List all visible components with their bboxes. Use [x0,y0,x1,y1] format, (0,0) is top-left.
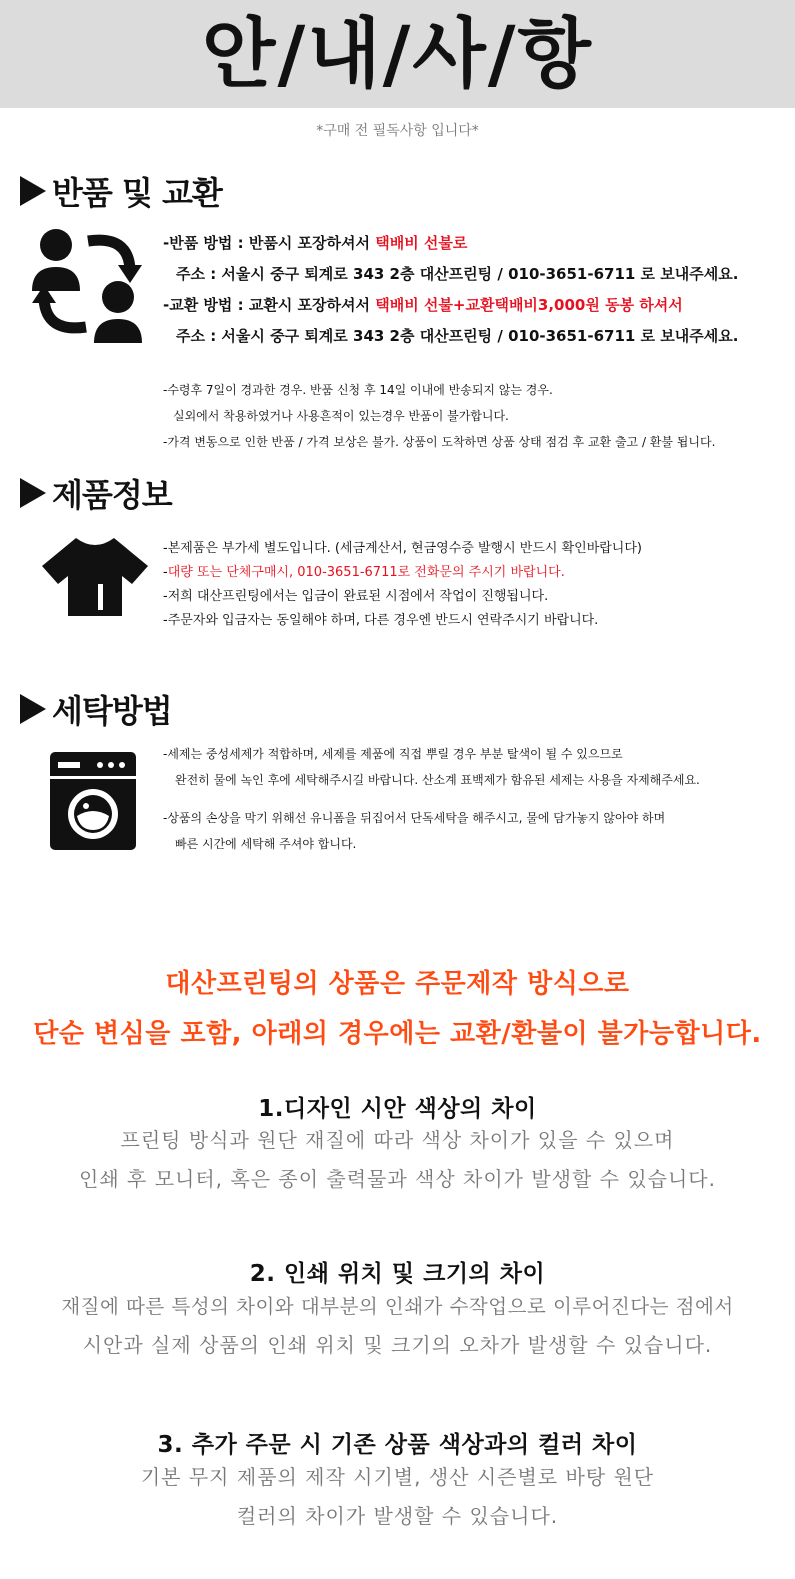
triangle-bullet-icon [20,176,46,206]
product-info-lines [163,537,642,633]
triangle-bullet-icon [20,694,46,724]
product-line-3: -저희 대산프린팅에서는 입금이 완료된 시점에서 작업이 진행됩니다. [163,589,549,604]
product-heading [20,470,172,516]
washing-line-1: -세제는 중성세제가 적합하며, 세제를 제품에 직접 뿌릴 경우 부분 탈색이 될 수 있으므로 [163,747,623,761]
title-banner [0,0,795,108]
point-1-line-1: 프린팅 방식과 원단 재질에 따라 색상 차이가 있을 수 있으며 [120,1128,675,1152]
notice-line-1: 대산프린팅의 상품은 주문제작 방식으로 [165,969,630,999]
point-3-title: 3. 추가 주문 시 기존 상품 색상과의 컬러 차이 [157,1432,638,1458]
return-method-line: -반품 방법 : 반품시 포장하셔서 택배비 선불로 [163,234,468,252]
washing-lines [163,745,700,861]
exchange-method-line: -교환 방법 : 교환시 포장하셔서 택배비 선불+교환택배비3,000원 동봉 하셔서 [163,296,683,314]
point-2-title: 2. 인쇄 위치 및 크기의 차이 [249,1261,546,1287]
returns-method-block [163,232,738,356]
point-2-line-1: 재질에 따른 특성의 차이와 대부분의 인쇄가 수작업으로 이루어진다는 점에서 [61,1295,734,1318]
washing-machine-icon [50,752,136,850]
washing-line-2: 완전히 물에 녹인 후에 세탁해주시길 바랍니다. 산소계 표백제가 함유된 세제는 사용을 자제해주세요. [175,773,700,787]
point-3-line-1: 기본 무지 제품의 제작 시기별, 생산 시즌별로 바탕 원단 [140,1465,655,1489]
returns-heading-text: 반품 및 교환 [52,174,222,212]
point-2-line-2: 시안과 실제 상품의 인쇄 위치 및 크기의 오차가 발생할 수 있습니다. [82,1333,713,1357]
washing-heading-text: 세탁방법 [52,692,172,730]
point-1-line-2: 인쇄 후 모니터, 혹은 종이 출력물과 색상 차이가 발생할 수 있습니다. [79,1167,716,1191]
pre-purchase-note: *구매 전 필독사항 입니다* [316,123,479,139]
return-address-line: 주소 : 서울시 중구 퇴계로 343 2층 대산프린팅 / 010-3651-6711 로 보내주세요. [176,265,739,283]
exchange-address-line: 주소 : 서울시 중구 퇴계로 343 2층 대산프린팅 / 010-3651-6711 로 보내주세요. [176,327,739,345]
product-line-4: -주문자와 입금자는 동일해야 하며, 다른 경우엔 반드시 연락주시기 바랍니다. [163,613,599,628]
point-1-title: 1.디자인 시안 색상의 차이 [258,1096,537,1122]
returns-note-3: -가격 변동으로 인한 반품 / 가격 보상은 불가. 상품이 도착하면 상품 상태 점검 후 교환 출고 / 환불 됩니다. [163,435,716,449]
product-heading-text: 제품정보 [52,476,172,514]
returns-note-1: -수령후 7일이 경과한 경우. 반품 신청 후 14일 이내에 반송되지 않는 경우. [163,383,553,397]
triangle-bullet-icon [20,478,46,508]
returns-notes [163,381,715,459]
product-line-1: -본제품은 부가세 별도입니다. (세금계산서, 현금영수증 발행시 반드시 확인바랍니다) [163,541,642,556]
tshirt-icon [40,536,150,618]
point-3-line-2: 컬러의 차이가 발생할 수 있습니다. [236,1504,559,1528]
washing-line-4: 빠른 시간에 세탁해 주셔야 합니다. [175,837,357,851]
washing-heading [20,686,172,732]
product-line-2: -대량 또는 단체구매시, 010-3651-6711로 전화문의 주시기 바랍니다. [163,565,565,580]
notice-line-2: 단순 변심을 포함, 아래의 경우에는 교환/환불이 불가능합니다. [33,1019,762,1049]
page-title: 안/내/사/항 [202,9,593,98]
returns-heading [20,168,222,214]
washing-line-3: -상품의 손상을 막기 위해선 유니폼을 뒤집어서 단독세탁을 해주시고, 물에 담가놓지 않아야 하며 [163,811,666,825]
returns-note-2: 실외에서 착용하였거나 사용흔적이 있는경우 반품이 불가합니다. [173,409,509,423]
exchange-people-icon [28,225,148,343]
